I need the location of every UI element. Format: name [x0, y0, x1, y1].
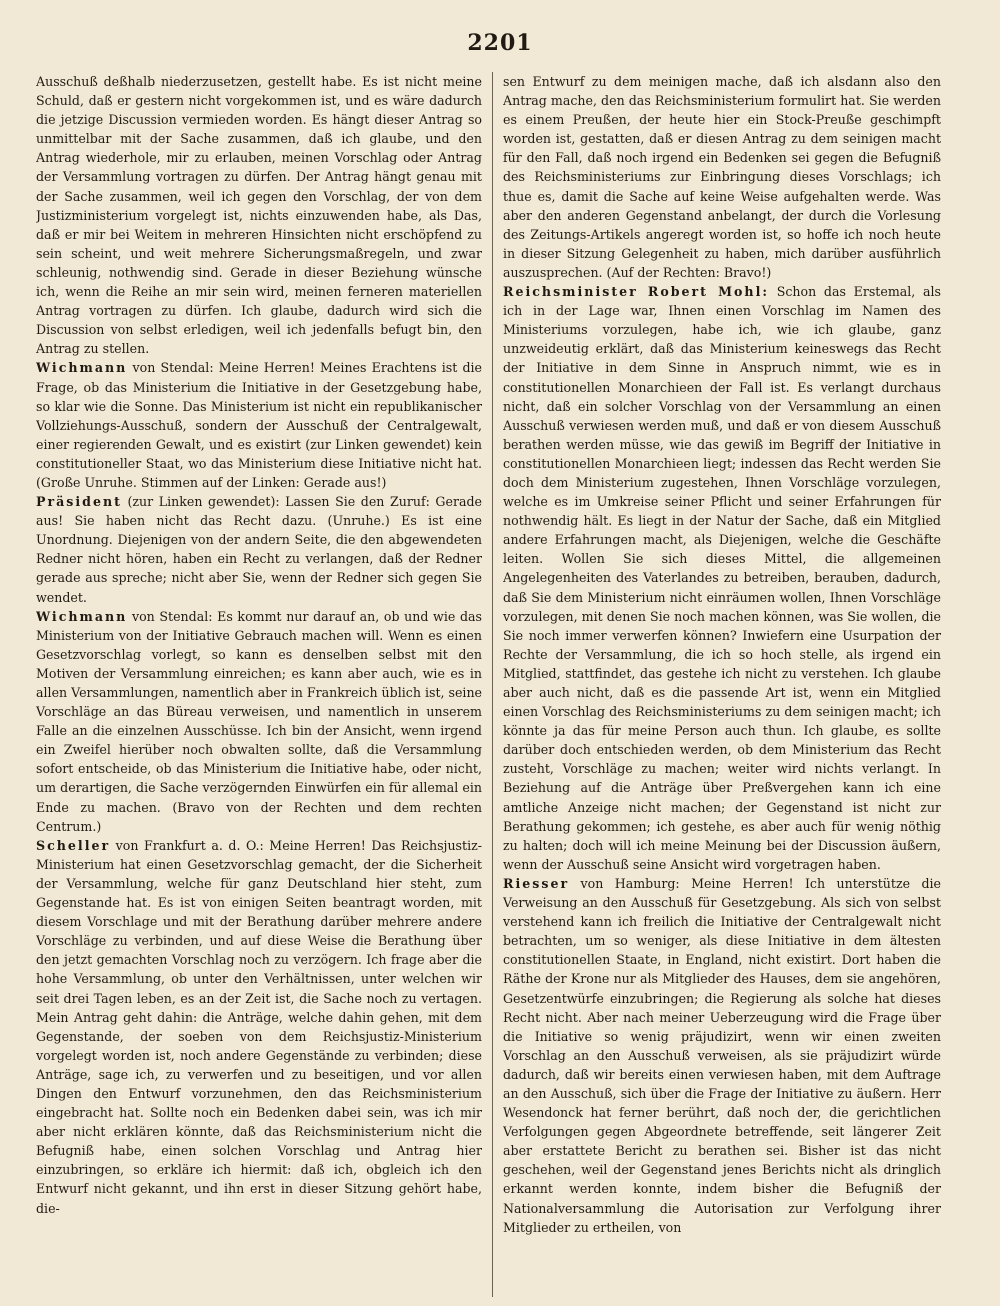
paragraph — [503, 282, 941, 874]
speaker-name: Präsident — [36, 494, 122, 510]
column-divider — [492, 72, 493, 1297]
paragraph-text: sen Entwurf zu dem meinigen mache, daß ich alsdann also den Antrag mache, den das Reichsministerium formulirt hat. Sie werden es einem Preußen, der heute hier ein Stock-Preuße geschimpft worden ist, gestatten, daß er diesen Antrag zu dem seinigen macht für den Fall, daß noch irgend ein Bedenken sei gegen die Befugniß des Reichsministeriums zur Einbringung dieses Vorschlags; ich thue es, damit die Sache auf keine Weise aufgehalten werde. Was aber den anderen Gegenstand anbelangt, der durch die Vorlesung des Zeitungs-Artikels angeregt worden ist, so hoffe ich noch heute in dieser Sitzung Gelegenheit zu haben, mich darüber ausführlich auszusprechen. (Auf der Rechten: Bravo!) — [503, 74, 941, 280]
paragraph — [36, 607, 482, 836]
paragraph — [36, 836, 482, 1218]
paragraph-text: von Frankfurt a. d. O.: Meine Herren! Das Reichsjustiz-Ministerium hat einen Gesetzvorschlag gemacht, der die Sicherheit der Versammlung, welche für ganz Deutschland hier steht, zum Gegenstande hat. Es ist von einigen Seiten beantragt worden, mit diesem Vorschlage und mit der Berathung darüber mehrere andere Vorschläge zu verbinden, und auf diese Weise die Berathung über den jetzt gemachten Vorschlag noch zu verzögern. Ich frage aber die hohe Versammlung, ob unter den Verhältnissen, unter welchen wir seit drei Tagen leben, es an der Zeit ist, die Sache noch zu vertagen. Mein Antrag geht dahin: die Anträge, welche dahin gehen, mit dem Gegenstande, der soeben von dem Reichsjustiz-Ministerium vorgelegt worden ist, noch andere Gegenstände zu verbinden; diese Anträge, sage ich, zu verwerfen und zu beseitigen, und vor allen Dingen den Entwurf vorzunehmen, den das Reichsministerium eingebracht hat. Sollte noch ein Bedenken dabei sein, was ich mir aber nicht erklären könnte, daß das Reichsministerium nicht die Befugniß habe, einen solchen Vorschlag und Antrag hier einzubringen, so erkläre ich hiermit: daß ich, obgleich ich den Entwurf nicht gekannt, und ihn erst in dieser Sitzung gehört habe, die- — [36, 837, 482, 1216]
paragraph — [503, 72, 941, 282]
page-number: 2201 — [467, 30, 533, 56]
paragraph — [36, 72, 482, 358]
left-column — [36, 72, 482, 1302]
paragraph-text: (zur Linken gewendet): Lassen Sie den Zuruf: Gerade aus! Sie haben nicht das Recht dazu. (Unruhe.) Es ist eine Unordnung. Diejenigen von der andern Seite, die den abgewendeten Redner nicht hören, haben ein Recht zu verlangen, daß der Redner gerade aus spreche; nicht aber Sie, wenn der Redner sich gegen Sie wendet. — [36, 494, 482, 605]
paragraph — [36, 492, 482, 607]
paragraph-text: von Hamburg: Meine Herren! Ich unterstütze die Verweisung an den Ausschuß für Gesetzgebung. Als sich von selbst verstehend kann ich freilich die Initiative der Centralgewalt nicht betrachten, um so weniger, als diese Initiative in dem ältesten constitutionellen Staate, in England, nicht existirt. Dort haben die Räthe der Krone nur als Mitglieder des Hauses, dem sie angehören, Gesetzentwürfe einzubringen; die Regierung als solche hat dieses Recht nicht. Aber nach meiner Ueberzeugung wird die Frage über die Initiative so wenig präjudizirt, wenn wir einen zweiten Vorschlag an den Ausschuß verweisen, als sie präjudizirt würde dadurch, daß wir bereits einen verwiesen haben, mit dem Auftrage an den Ausschuß, sich über die Frage der Initiative zu äußern. Herr Wesendonck hat ferner berührt, daß noch der, die gerichtlichen Verfolgungen gegen Abgeordnete betreffende, seit längerer Zeit aber erstattete Bericht zu berathen sei. Bisher ist das nicht geschehen, weil der Gegenstand jenes Berichts nicht als dringlich erkannt werden konnte, indem bisher die Befugniß der Nationalversammlung die Autorisation zur Verfolgung ihrer Mitglieder zu ertheilen, von — [503, 875, 941, 1235]
speaker-name: Riesser — [503, 875, 570, 891]
speaker-name: Reichsminister Robert Mohl: — [503, 284, 770, 300]
paragraph-text: von Stendal: Meine Herren! Meines Erachtens ist die Frage, ob das Ministerium die Initiative in der Gesetzgebung habe, so klar wie die Sonne. Das Ministerium ist nicht ein republikanischer Vollziehungs-Ausschuß, sondern der Ausschuß der Centralgewalt, einer regierenden Gewalt, und es existirt (zur Linken gewendet) kein constitutioneller Staat, wo das Ministerium diese Initiative nicht hat. (Große Unruhe. Stimmen auf der Linken: Gerade aus!) — [36, 360, 482, 490]
paragraph-text: Ausschuß deßhalb niederzusetzen, gestellt habe. Es ist nicht meine Schuld, daß er gestern nicht vorgekommen ist, und es wäre dadurch die jetzige Discussion vermieden worden. Es hängt dieser Antrag so unmittelbar mit der Sache zusammen, daß ich glaube, und den Antrag wiederhole, mir zu erlauben, meinen Vorschlag oder Antrag der Versammlung vortragen zu dürfen. Der Antrag hängt genau mit der Sache zusammen, weil ich gegen den Vorschlag, der von dem Justizministerium vorgelegt ist, nichts einzuwenden habe, als Das, daß er mir bei Weitem in mehreren Hinsichten nicht erschöpfend zu sein scheint, und weit mehrere Sicherungsmaßregeln, und zwar schleunig, nothwendig sind. Gerade in dieser Beziehung wünsche ich, wenn die Reihe an mir sein wird, meinen ferneren materiellen Antrag vortragen zu dürfen. Ich glaube, dadurch wird sich die Discussion von selbst erledigen, weil ich jedenfalls befugt bin, den Antrag zu stellen. — [36, 74, 482, 357]
speaker-name: Wichmann — [36, 608, 128, 624]
paragraph-text: Schon das Erstemal, als ich in der Lage war, Ihnen einen Vorschlag im Namen des Ministeriums vorzulegen, habe ich, wie ich glaube, ganz unzweideutig erklärt, daß das Ministerium keineswegs das Recht der Initiative in dem Sinne in Anspruch nimmt, wie es in constitutionellen Monarchieen der Fall ist. Es verlangt durchaus nicht, daß ein solcher Vorschlag von der Versammlung an einen Ausschuß verwiesen werden muß, und daß er von diesem Ausschuß berathen werden müsse, wie das gewiß im Begriff der Initiative in constitutionellen Monarchieen liegt; indessen das Recht werden Sie doch dem Ministerium zugestehen, Ihnen Vorschläge vorzulegen, welche es im Umkreise seiner Pflicht und seiner Erfahrungen für nothwendig hält. Es liegt in der Natur der Sache, daß ein Mitglied andere Erfahrungen macht, als Diejenigen, welche die Geschäfte leiten. Wollen Sie sich dieses Mittel, die allgemeinen Angelegenheiten des Vaterlandes zu betreiben, berauben, dadurch, daß Sie dem Ministerium nicht einräumen wollen, Ihnen Vorschläge vorzulegen, mit denen Sie noch machen können, was Sie wollen, die Sie noch immer verwerfen können? Inwiefern eine Usurpation der Rechte der Versammlung, die ich so hoch stelle, als irgend ein Mitglied, stattfindet, das gestehe ich nicht zu verstehen. Ich glaube aber auch nicht, daß es die passende Art ist, wenn ein Mitglied einen Vorschlag des Reichsministeriums zu dem seinigen macht; ich könnte ja das für meine Person auch thun. Ich glaube, es sollte darüber doch entschieden werden, ob dem Ministerium das Recht zusteht, Vorschläge zu machen; weiter wird nichts verlangt. In Beziehung auf die Anträge über Preßvergehen kann ich eine amtliche Anzeige nicht machen; der Gegenstand ist nicht zur Berathung gekommen; ich gestehe, es aber auch für wenig nöthig zu halten; doch will ich meine Meinung bei der Discussion äußern, wenn der Ausschuß seine Ansicht wird vorgetragen haben. — [503, 284, 941, 872]
right-column — [503, 72, 941, 1302]
paragraph — [503, 874, 941, 1237]
speaker-name: Scheller — [36, 837, 111, 853]
paragraph — [36, 358, 482, 492]
paragraph-text: von Stendal: Es kommt nur darauf an, ob und wie das Ministerium von der Initiative Gebrauch machen will. Wenn es einen Gesetzvorschlag vorlegt, so kann es denselben selbst mit den Motiven der Versammlung einreichen; es kann aber auch, wie es in allen Versammlungen, namentlich aber in Frankreich üblich ist, seine Vorschläge an das Büreau verweisen, und namentlich in unserem Falle an die einzelnen Ausschüsse. Ich bin der Ansicht, wenn irgend ein Zweifel hierüber noch obwalten sollte, daß die Versammlung sofort entscheide, ob das Ministerium die Initiative habe, oder nicht, um derartigen, die Sache verzögernden Einwürfen ein für allemal ein Ende zu machen. (Bravo von der Rechten und dem rechten Centrum.) — [36, 608, 482, 834]
speaker-name: Wichmann — [36, 360, 128, 376]
